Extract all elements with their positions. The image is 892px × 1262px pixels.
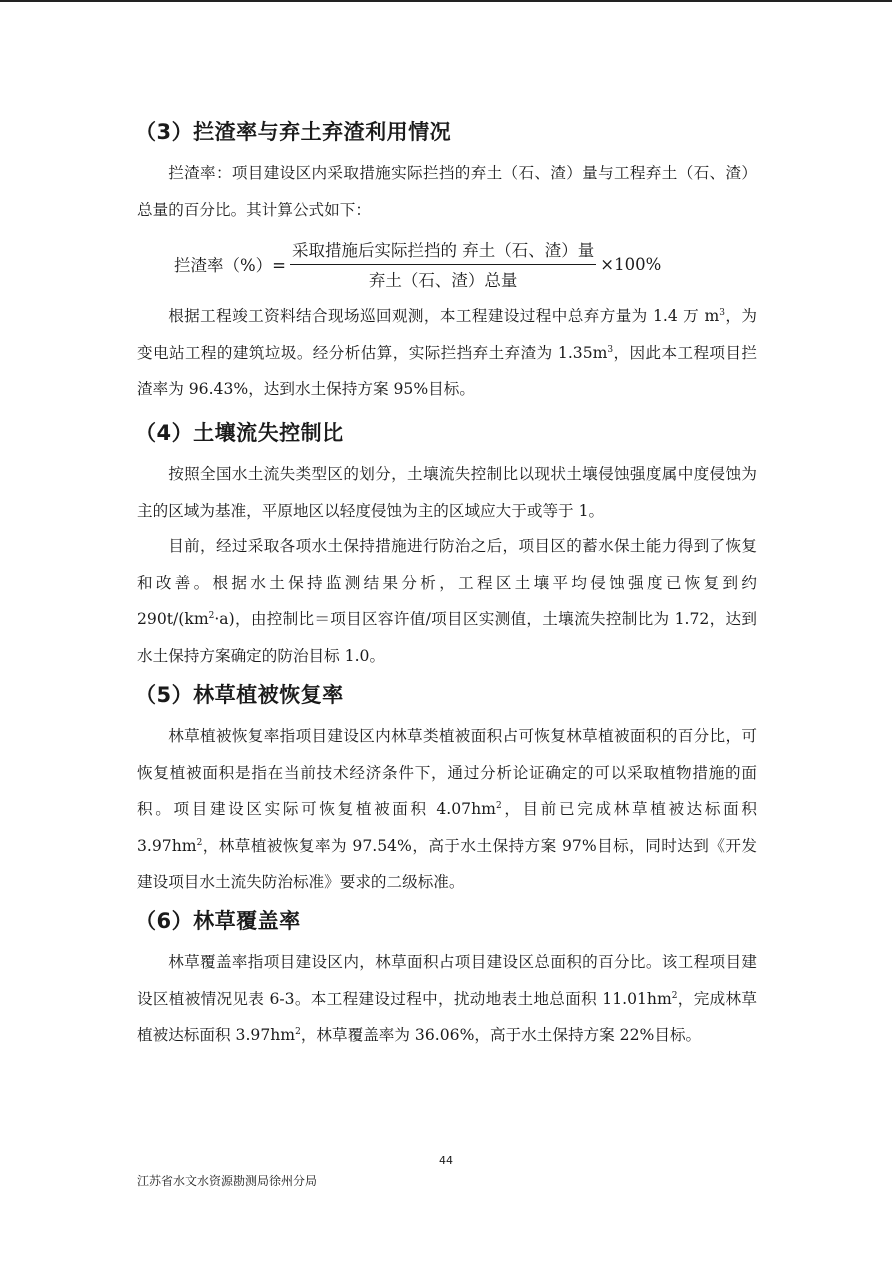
formula-fraction xyxy=(290,237,596,291)
paragraph-vegetation-restoration: 林草植被恢复率指项目建设区内林草类植被面积占可恢复林草植被面积的百分比，可恢复植被面积是指在当前技术经济条件下，通过分析论证确定的可以采取植物措施的面积。项目建设区实际可恢复植被面积 $4.07hm^2$，目前已完成林草植被达标面积 $3.97hm^2$，林草植被恢复率为 97.54%，高于水土保持方案 97%目标，同时达到《开发建设项目水土流失防治标准》要求的二级标准。 xyxy=(137,727,757,891)
formula-denominator: 弃土（石、渣）总量 xyxy=(368,271,518,290)
formula-numerator: 采取措施后实际拦挡的 弃土（石、渣）量 xyxy=(292,241,595,260)
section-heading-4: （4）土壤流失控制比 xyxy=(135,421,344,445)
paragraph-erosion-control-definition: 按照全国水土流失类型区的划分，土壤流失控制比以现状土壤侵蚀强度属中度侵蚀为主的区域为基准，平原地区以轻度侵蚀为主的区域应大于或等于 1。 xyxy=(137,465,757,520)
footer-organization: 江苏省水文水资源勘测局徐州分局 xyxy=(137,1174,318,1188)
paragraph-vegetation-coverage: 林草覆盖率指项目建设区内，林草面积占项目建设区总面积的百分比。该工程项目建设区植被情况见表 6-3。本工程建设过程中，扰动地表土地总面积 $11.01hm^2$，完成林草植被达标面积 $3.97hm^2$，林草覆盖率为 36.06%，高于水土保持方案 22%目标。 xyxy=(137,953,757,1044)
top-border-line xyxy=(0,0,892,2)
formula-lhs: 拦渣率（%）= xyxy=(174,256,287,275)
section-heading-3: （3）拦渣率与弃土弃渣利用情况 xyxy=(135,120,452,144)
paragraph-erosion-control-result: 目前，经过采取各项水土保持措施进行防治之后，项目区的蓄水保土能力得到了恢复和改善。根据水土保持监测结果分析，工程区土壤平均侵蚀强度已恢复到约 $290t/(km^2\cdot a)$，由控制比＝项目区容许值/项目区实测值，土壤流失控制比为 1.72，达到水土保持方案确定的防治目标 1.0。 xyxy=(137,537,757,665)
paragraph-slag-rate-definition: 拦渣率：项目建设区内采取措施实际拦挡的弃土（石、渣）量与工程弃土（石、渣）总量的百分比。其计算公式如下： xyxy=(137,164,757,219)
slag-rate-formula xyxy=(174,234,661,294)
paragraph-slag-rate-result: 根据工程竣工资料结合现场巡回观测，本工程建设过程中总弃方量为 1.4 万 $m^3$，为变电站工程的建筑垃圾。经分析估算，实际拦挡弃土弃渣为 $1.35m^3$，因此本工程项目拦渣率为 96.43%，达到水土保持方案 95%目标。 xyxy=(137,307,757,398)
section-heading-5: （5）林草植被恢复率 xyxy=(135,683,344,707)
section-heading-6: （6）林草覆盖率 xyxy=(135,909,301,933)
page-number: 44 xyxy=(439,1154,453,1167)
formula-multiplier: ×100% xyxy=(600,254,662,274)
